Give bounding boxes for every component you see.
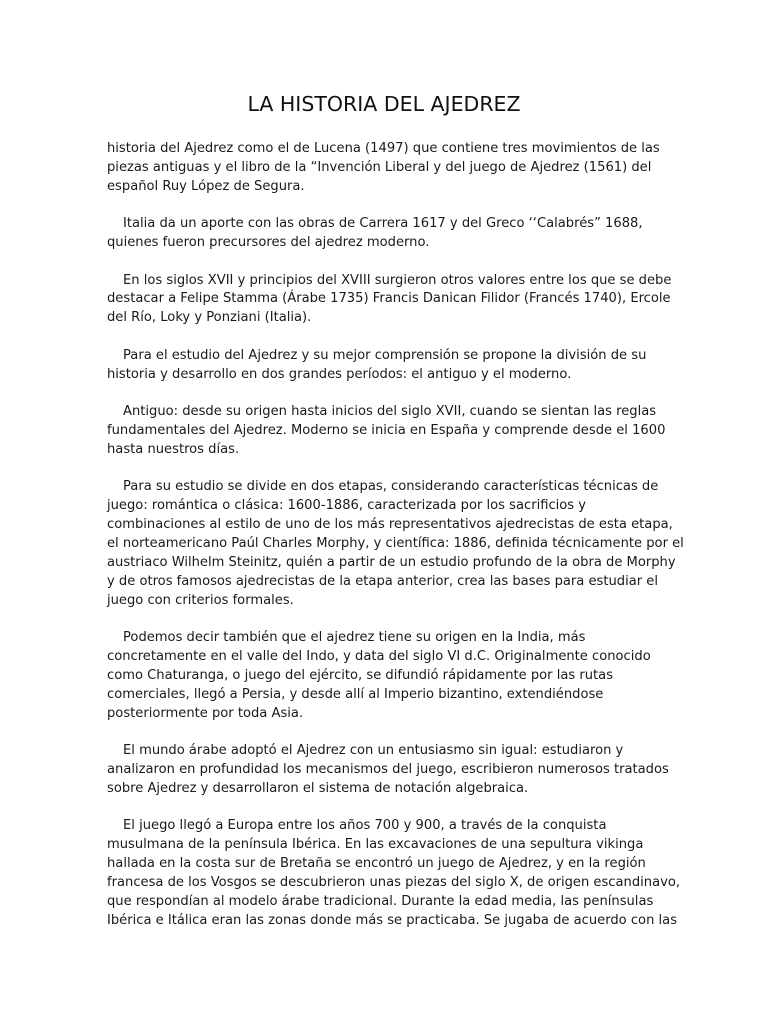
paragraph-6 [107,478,684,610]
paragraph-line: y de otros famosos ajedrecistas de la etapa anterior, crea las bases para estudiar el [107,573,658,589]
paragraph-line: del Río, Loky y Ponziani (Italia). [107,310,312,326]
paragraph-line: Para el estudio del Ajedrez y su mejor comprensión se propone la división de su [123,347,647,363]
paragraph-line: El juego llegó a Europa entre los años 700 y 900, a través de la conquista [123,818,607,834]
paragraph-line: piezas antiguas y el libro de la “Invención Liberal y del juego de Ajedrez (1561) del [107,159,652,175]
paragraph-4 [107,347,667,385]
paragraph-line: que respondían al modelo árabe tradicional. Durante la edad media, las penínsulas [107,894,654,909]
paragraph-line: Podemos decir también que el ajedrez tiene su origen en la India, más [123,630,586,646]
paragraph-line: Ibérica e Itálica eran las zonas donde más se practicaba. Se jugaba de acuerdo con las [107,912,678,928]
paragraph-1 [107,140,667,197]
paragraph-line: juego con criterios formales. [107,592,294,608]
paragraph-line: español Ruy López de Segura. [107,178,305,194]
paragraph-9 [107,817,681,930]
paragraph-line: francesa de los Vosgos se descubrieron unas piezas del siglo X, de origen escandinavo, [107,875,681,891]
paragraph-line: juego: romántica o clásica: 1600-1886, caracterizada por los sacrificios y [107,498,587,514]
paragraph-line: historia del Ajedrez como el de Lucena (1497) que contiene tres movimientos de las [107,141,660,156]
paragraph-line: austriaco Wilhelm Steinitz, quién a partir de un estudio profundo de la obra de Morphy [107,554,676,570]
paragraph-line: Italia da un aporte con las obras de Carrera 1617 y del Greco ‘‘Calabrés” 1688, [123,216,643,232]
paragraph-8 [107,742,667,799]
paragraph-line: El mundo árabe adoptó el Ajedrez con un entusiasmo sin igual: estudiaron y [123,743,624,759]
document-title: LA HISTORIA DEL AJEDREZ [247,92,521,116]
paragraph-line: fundamentales del Ajedrez. Moderno se inicia en España y comprende desde el 1600 [107,422,666,438]
paragraph-line: hasta nuestros días. [107,441,240,457]
paragraph-line: Para su estudio se divide en dos etapas, considerando características técnicas de [123,479,659,495]
paragraph-3 [107,272,672,329]
paragraph-line: analizaron en profundidad los mecanismos del juego, escribieron numerosos tratados [107,762,669,778]
document-body [107,140,684,949]
paragraph-7 [107,629,667,724]
paragraph-line: posteriormente por toda Asia. [107,705,304,721]
paragraph-line: Antiguo: desde su origen hasta inicios del siglo XVII, cuando se sientan las reglas [123,404,657,420]
paragraph-line: musulmana de la península Ibérica. En las excavaciones de una sepultura vikinga [107,837,644,853]
paragraph-5 [107,403,667,460]
paragraph-line: quienes fueron precursores del ajedrez moderno. [107,235,430,251]
paragraph-line: comerciales, llegó a Persia, y desde allí al Imperio bizantino, extendiéndose [107,686,604,702]
paragraph-line: historia y desarrollo en dos grandes períodos: el antiguo y el moderno. [107,366,572,382]
paragraph-line: sobre Ajedrez y desarrollaron el sistema de notación algebraica. [107,780,529,796]
paragraph-line: hallada en la costa sur de Bretaña se encontró un juego de Ajedrez, y en la región [107,856,646,872]
paragraph-line: combinaciones al estilo de uno de los más representativos ajedrecistas de esta etapa, [107,517,673,533]
paragraph-line: destacar a Felipe Stamma (Árabe 1735) Francis Danican Filidor (Francés 1740), Ercole [107,291,671,307]
paragraph-line: En los siglos XVII y principios del XVIII surgieron otros valores entre los que se debe [123,272,672,288]
paragraph-line: concretamente en el valle del Indo, y data del siglo VI d.C. Originalmente conocido [107,649,651,665]
paragraph-line: el norteamericano Paúl Charles Morphy, y científica: 1886, definida técnicamente por el [107,536,684,551]
paragraph-line: como Chaturanga, o juego del ejército, se difundió rápidamente por las rutas [107,667,614,683]
paragraph-2 [107,215,667,253]
